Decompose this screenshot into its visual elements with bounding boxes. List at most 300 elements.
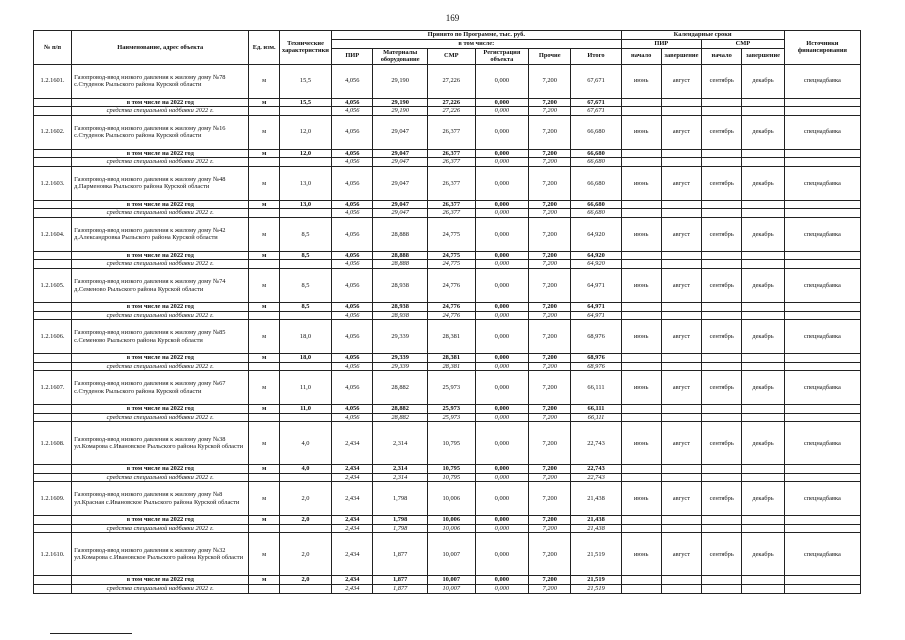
smr-amount: 24,776 — [427, 303, 475, 312]
funding-row — [34, 473, 861, 482]
subtotal-label: в том числе на 2022 год — [72, 251, 249, 260]
empty-cell — [742, 585, 784, 594]
smr-amount: 24,776 — [427, 269, 475, 303]
tech-characteristics: 2,0 — [279, 576, 331, 585]
smr-amount: 10,795 — [427, 473, 475, 482]
empty-cell — [34, 413, 72, 422]
empty-cell — [249, 260, 279, 269]
empty-cell — [784, 465, 860, 474]
materials-amount: 28,888 — [373, 217, 427, 251]
empty-cell — [34, 107, 72, 116]
registration-amount: 0,000 — [475, 98, 528, 107]
subtotal-label: в том числе на 2022 год — [72, 200, 249, 209]
total-amount: 21,519 — [571, 585, 621, 594]
registration-amount: 0,000 — [475, 362, 528, 371]
object-name: Газопровод-ввод низкого давления к жилому дому №67 с.Студенок Рыльского района Курской области — [72, 371, 249, 405]
other-amount: 7,200 — [529, 422, 571, 465]
tech-characteristics: 13,0 — [279, 166, 331, 200]
pir-amount: 4,056 — [332, 371, 373, 405]
empty-cell — [661, 516, 701, 525]
materials-amount: 1,877 — [373, 576, 427, 585]
subtotal-row — [34, 251, 861, 260]
empty-cell — [34, 158, 72, 167]
subtotal-label: в том числе на 2022 год — [72, 576, 249, 585]
other-amount: 7,200 — [529, 166, 571, 200]
pir-amount: 4,056 — [332, 158, 373, 167]
empty-cell — [742, 303, 784, 312]
unit: м — [249, 149, 279, 158]
empty-cell — [279, 413, 331, 422]
smr-amount: 10,006 — [427, 524, 475, 533]
registration-amount: 0,000 — [475, 422, 528, 465]
pir-amount: 2,434 — [332, 422, 373, 465]
empty-cell — [702, 209, 742, 218]
materials-amount: 1,877 — [373, 585, 427, 594]
header-num: № п/п — [34, 31, 72, 65]
empty-cell — [34, 251, 72, 260]
table-row — [34, 482, 861, 516]
empty-cell — [621, 251, 661, 260]
other-amount: 7,200 — [529, 107, 571, 116]
tech-characteristics: 12,0 — [279, 149, 331, 158]
row-number: 1.2.1608. — [34, 422, 72, 465]
pir-amount: 4,056 — [332, 64, 373, 98]
pir-end: август — [661, 64, 701, 98]
materials-amount: 29,339 — [373, 354, 427, 363]
empty-cell — [784, 200, 860, 209]
unit: м — [249, 64, 279, 98]
materials-amount: 28,888 — [373, 251, 427, 260]
pir-amount: 4,056 — [332, 149, 373, 158]
funding-source: спецнадбавка — [784, 422, 860, 465]
unit: м — [249, 320, 279, 354]
pir-amount: 4,056 — [332, 260, 373, 269]
empty-cell — [621, 149, 661, 158]
empty-cell — [661, 524, 701, 533]
materials-amount: 28,882 — [373, 371, 427, 405]
pir-start: июнь — [621, 320, 661, 354]
registration-amount: 0,000 — [475, 64, 528, 98]
header-unit: Ед. изм. — [249, 31, 279, 65]
smr-amount: 10,007 — [427, 533, 475, 576]
pir-amount: 4,056 — [332, 405, 373, 414]
empty-cell — [702, 516, 742, 525]
subtotal-label: в том числе на 2022 год — [72, 516, 249, 525]
other-amount: 7,200 — [529, 473, 571, 482]
empty-cell — [742, 149, 784, 158]
empty-cell — [621, 209, 661, 218]
header-smr-end: завершение — [742, 48, 784, 64]
unit: м — [249, 115, 279, 149]
empty-cell — [742, 200, 784, 209]
empty-cell — [742, 576, 784, 585]
materials-amount: 1,877 — [373, 533, 427, 576]
registration-amount: 0,000 — [475, 585, 528, 594]
smr-amount: 10,795 — [427, 465, 475, 474]
empty-cell — [702, 200, 742, 209]
registration-amount: 0,000 — [475, 413, 528, 422]
pir-amount: 4,056 — [332, 107, 373, 116]
subtotal-label: в том числе на 2022 год — [72, 303, 249, 312]
pir-start: июнь — [621, 371, 661, 405]
total-amount: 66,680 — [571, 166, 621, 200]
total-amount: 66,680 — [571, 158, 621, 167]
funding-source: спецнадбавка — [784, 482, 860, 516]
empty-cell — [742, 413, 784, 422]
funding-row — [34, 524, 861, 533]
row-number: 1.2.1610. — [34, 533, 72, 576]
pir-end: август — [661, 166, 701, 200]
table-row — [34, 217, 861, 251]
registration-amount: 0,000 — [475, 217, 528, 251]
tech-characteristics: 8,5 — [279, 217, 331, 251]
header-cal-smr: СМР — [702, 39, 785, 48]
smr-amount: 28,381 — [427, 320, 475, 354]
empty-cell — [661, 473, 701, 482]
other-amount: 7,200 — [529, 64, 571, 98]
funding-row — [34, 413, 861, 422]
funding-label: средства специальной надбавки 2022 г. — [72, 524, 249, 533]
smr-amount: 27,226 — [427, 107, 475, 116]
subtotal-label: в том числе на 2022 год — [72, 149, 249, 158]
pir-amount: 4,056 — [332, 200, 373, 209]
empty-cell — [702, 107, 742, 116]
empty-cell — [279, 524, 331, 533]
registration-amount: 0,000 — [475, 260, 528, 269]
pir-amount: 4,056 — [332, 303, 373, 312]
empty-cell — [249, 362, 279, 371]
materials-amount: 28,882 — [373, 413, 427, 422]
empty-cell — [784, 576, 860, 585]
empty-cell — [661, 209, 701, 218]
header-materials: Материалы оборудование — [373, 48, 427, 64]
materials-amount: 28,938 — [373, 269, 427, 303]
table-row — [34, 115, 861, 149]
empty-cell — [661, 576, 701, 585]
smr-start: сентябрь — [702, 166, 742, 200]
header-cal-pir: ПИР — [621, 39, 702, 48]
empty-cell — [742, 524, 784, 533]
empty-cell — [742, 354, 784, 363]
other-amount: 7,200 — [529, 98, 571, 107]
total-amount: 67,671 — [571, 107, 621, 116]
header-other: Прочие — [529, 48, 571, 64]
funding-source: спецнадбавка — [784, 115, 860, 149]
tech-characteristics: 2,0 — [279, 533, 331, 576]
row-number: 1.2.1604. — [34, 217, 72, 251]
empty-cell — [661, 362, 701, 371]
pir-amount: 4,056 — [332, 166, 373, 200]
unit: м — [249, 405, 279, 414]
empty-cell — [784, 311, 860, 320]
empty-cell — [249, 107, 279, 116]
smr-amount: 26,377 — [427, 166, 475, 200]
empty-cell — [742, 362, 784, 371]
pir-amount: 4,056 — [332, 413, 373, 422]
materials-amount: 29,047 — [373, 149, 427, 158]
other-amount: 7,200 — [529, 405, 571, 414]
subtotal-row — [34, 465, 861, 474]
unit: м — [249, 465, 279, 474]
total-amount: 68,976 — [571, 320, 621, 354]
smr-end: декабрь — [742, 422, 784, 465]
materials-amount: 28,938 — [373, 311, 427, 320]
pir-amount: 2,434 — [332, 576, 373, 585]
smr-end: декабрь — [742, 115, 784, 149]
other-amount: 7,200 — [529, 465, 571, 474]
total-amount: 22,743 — [571, 473, 621, 482]
empty-cell — [661, 311, 701, 320]
other-amount: 7,200 — [529, 413, 571, 422]
funding-label: средства специальной надбавки 2022 г. — [72, 473, 249, 482]
other-amount: 7,200 — [529, 320, 571, 354]
funding-source: спецнадбавка — [784, 320, 860, 354]
other-amount: 7,200 — [529, 585, 571, 594]
subtotal-row — [34, 516, 861, 525]
pir-amount: 2,434 — [332, 482, 373, 516]
registration-amount: 0,000 — [475, 269, 528, 303]
header-pir-start: начало — [621, 48, 661, 64]
empty-cell — [742, 516, 784, 525]
empty-cell — [661, 200, 701, 209]
smr-start: сентябрь — [702, 533, 742, 576]
table-row — [34, 533, 861, 576]
total-amount: 67,671 — [571, 98, 621, 107]
pir-end: август — [661, 371, 701, 405]
empty-cell — [742, 98, 784, 107]
empty-cell — [621, 98, 661, 107]
smr-amount: 24,775 — [427, 251, 475, 260]
object-name: Газопровод-ввод низкого давления к жилому дому №38 ул.Комарова с.Ивановское Рыльского района Курской области — [72, 422, 249, 465]
empty-cell — [702, 473, 742, 482]
registration-amount: 0,000 — [475, 524, 528, 533]
registration-amount: 0,000 — [475, 149, 528, 158]
materials-amount: 29,047 — [373, 115, 427, 149]
empty-cell — [34, 524, 72, 533]
empty-cell — [34, 98, 72, 107]
header-calendar: Календарные сроки — [621, 31, 784, 40]
empty-cell — [34, 354, 72, 363]
object-name: Газопровод-ввод низкого давления к жилому дому №78 с.Студенок Рыльского района Курской области — [72, 64, 249, 98]
empty-cell — [621, 107, 661, 116]
empty-cell — [702, 524, 742, 533]
smr-amount: 27,226 — [427, 64, 475, 98]
empty-cell — [34, 465, 72, 474]
pir-start: июнь — [621, 64, 661, 98]
tech-characteristics: 11,0 — [279, 405, 331, 414]
empty-cell — [34, 576, 72, 585]
unit: м — [249, 251, 279, 260]
registration-amount: 0,000 — [475, 303, 528, 312]
empty-cell — [249, 585, 279, 594]
funding-source: спецнадбавка — [784, 217, 860, 251]
total-amount: 64,971 — [571, 269, 621, 303]
total-amount: 68,976 — [571, 354, 621, 363]
empty-cell — [784, 516, 860, 525]
funding-source: спецнадбавка — [784, 166, 860, 200]
total-amount: 21,438 — [571, 516, 621, 525]
empty-cell — [279, 107, 331, 116]
empty-cell — [34, 303, 72, 312]
header-incl: в том числе: — [332, 39, 621, 48]
total-amount: 66,111 — [571, 413, 621, 422]
empty-cell — [621, 200, 661, 209]
total-amount: 21,438 — [571, 524, 621, 533]
smr-end: декабрь — [742, 166, 784, 200]
funding-label: средства специальной надбавки 2022 г. — [72, 107, 249, 116]
materials-amount: 2,314 — [373, 473, 427, 482]
smr-end: декабрь — [742, 269, 784, 303]
smr-amount: 10,007 — [427, 585, 475, 594]
pir-amount: 4,056 — [332, 311, 373, 320]
registration-amount: 0,000 — [475, 533, 528, 576]
smr-amount: 26,377 — [427, 209, 475, 218]
smr-end: декабрь — [742, 64, 784, 98]
program-table — [33, 30, 861, 594]
empty-cell — [34, 516, 72, 525]
funding-row — [34, 362, 861, 371]
other-amount: 7,200 — [529, 524, 571, 533]
materials-amount: 1,798 — [373, 482, 427, 516]
empty-cell — [661, 413, 701, 422]
funding-row — [34, 585, 861, 594]
other-amount: 7,200 — [529, 158, 571, 167]
empty-cell — [661, 107, 701, 116]
pir-end: август — [661, 269, 701, 303]
empty-cell — [279, 209, 331, 218]
object-name: Газопровод-ввод низкого давления к жилому дому №42 д.Александровка Рыльского района Курской области — [72, 217, 249, 251]
registration-amount: 0,000 — [475, 516, 528, 525]
materials-amount: 29,047 — [373, 200, 427, 209]
other-amount: 7,200 — [529, 362, 571, 371]
registration-amount: 0,000 — [475, 251, 528, 260]
empty-cell — [621, 524, 661, 533]
pir-amount: 4,056 — [332, 217, 373, 251]
page-number: 169 — [445, 13, 460, 23]
materials-amount: 29,190 — [373, 64, 427, 98]
smr-end: декабрь — [742, 533, 784, 576]
materials-amount: 29,190 — [373, 107, 427, 116]
object-name: Газопровод-ввод низкого давления к жилому дому №48 д.Парменовка Рыльского района Курской области — [72, 166, 249, 200]
total-amount: 64,971 — [571, 311, 621, 320]
other-amount: 7,200 — [529, 269, 571, 303]
total-amount: 66,111 — [571, 371, 621, 405]
funding-source: спецнадбавка — [784, 533, 860, 576]
empty-cell — [702, 413, 742, 422]
empty-cell — [702, 251, 742, 260]
pir-amount: 2,434 — [332, 533, 373, 576]
empty-cell — [702, 311, 742, 320]
total-amount: 21,438 — [571, 482, 621, 516]
empty-cell — [784, 158, 860, 167]
smr-amount: 24,775 — [427, 217, 475, 251]
row-number: 1.2.1605. — [34, 269, 72, 303]
empty-cell — [249, 413, 279, 422]
smr-start: сентябрь — [702, 482, 742, 516]
funding-label: средства специальной надбавки 2022 г. — [72, 413, 249, 422]
empty-cell — [742, 405, 784, 414]
empty-cell — [621, 303, 661, 312]
empty-cell — [34, 260, 72, 269]
tech-characteristics: 12,0 — [279, 115, 331, 149]
registration-amount: 0,000 — [475, 576, 528, 585]
header-tech: Технические характеристики — [279, 31, 331, 65]
registration-amount: 0,000 — [475, 371, 528, 405]
empty-cell — [279, 158, 331, 167]
tech-characteristics: 4,0 — [279, 422, 331, 465]
total-amount: 64,920 — [571, 251, 621, 260]
subtotal-row — [34, 405, 861, 414]
smr-amount: 26,377 — [427, 115, 475, 149]
funding-row — [34, 158, 861, 167]
other-amount: 7,200 — [529, 533, 571, 576]
object-name: Газопровод-ввод низкого давления к жилому дому №85 с.Семеново Рыльского района Курской области — [72, 320, 249, 354]
funding-row — [34, 311, 861, 320]
smr-start: сентябрь — [702, 64, 742, 98]
empty-cell — [784, 354, 860, 363]
empty-cell — [784, 107, 860, 116]
materials-amount: 28,938 — [373, 303, 427, 312]
total-amount: 21,519 — [571, 533, 621, 576]
empty-cell — [621, 158, 661, 167]
empty-cell — [702, 149, 742, 158]
total-amount: 22,743 — [571, 422, 621, 465]
empty-cell — [621, 516, 661, 525]
empty-cell — [279, 311, 331, 320]
subtotal-row — [34, 98, 861, 107]
total-amount: 66,680 — [571, 209, 621, 218]
smr-start: сентябрь — [702, 217, 742, 251]
header-name: Наименование, адрес объекта — [72, 31, 249, 65]
empty-cell — [661, 405, 701, 414]
total-amount: 64,920 — [571, 260, 621, 269]
other-amount: 7,200 — [529, 251, 571, 260]
empty-cell — [784, 209, 860, 218]
unit: м — [249, 200, 279, 209]
empty-cell — [249, 311, 279, 320]
table-row — [34, 64, 861, 98]
header-accepted: Принято по Программе, тыс. руб. — [332, 31, 621, 40]
smr-start: сентябрь — [702, 320, 742, 354]
object-name: Газопровод-ввод низкого давления к жилому дому №8 ул.Красная с.Ивановское Рыльского района Курской области — [72, 482, 249, 516]
empty-cell — [702, 303, 742, 312]
tech-characteristics: 2,0 — [279, 482, 331, 516]
empty-cell — [784, 362, 860, 371]
registration-amount: 0,000 — [475, 354, 528, 363]
tech-characteristics: 4,0 — [279, 465, 331, 474]
registration-amount: 0,000 — [475, 405, 528, 414]
funding-label: средства специальной надбавки 2022 г. — [72, 209, 249, 218]
smr-amount: 10,006 — [427, 516, 475, 525]
other-amount: 7,200 — [529, 260, 571, 269]
other-amount: 7,200 — [529, 149, 571, 158]
total-amount: 21,519 — [571, 576, 621, 585]
funding-label: средства специальной надбавки 2022 г. — [72, 585, 249, 594]
pir-amount: 2,434 — [332, 524, 373, 533]
smr-amount: 26,377 — [427, 200, 475, 209]
empty-cell — [34, 473, 72, 482]
row-number: 1.2.1603. — [34, 166, 72, 200]
empty-cell — [742, 465, 784, 474]
pir-end: август — [661, 217, 701, 251]
pir-amount: 4,056 — [332, 251, 373, 260]
row-number: 1.2.1607. — [34, 371, 72, 405]
table-row — [34, 371, 861, 405]
subtotal-row — [34, 576, 861, 585]
empty-cell — [249, 524, 279, 533]
funding-source: спецнадбавка — [784, 64, 860, 98]
pir-amount: 2,434 — [332, 465, 373, 474]
